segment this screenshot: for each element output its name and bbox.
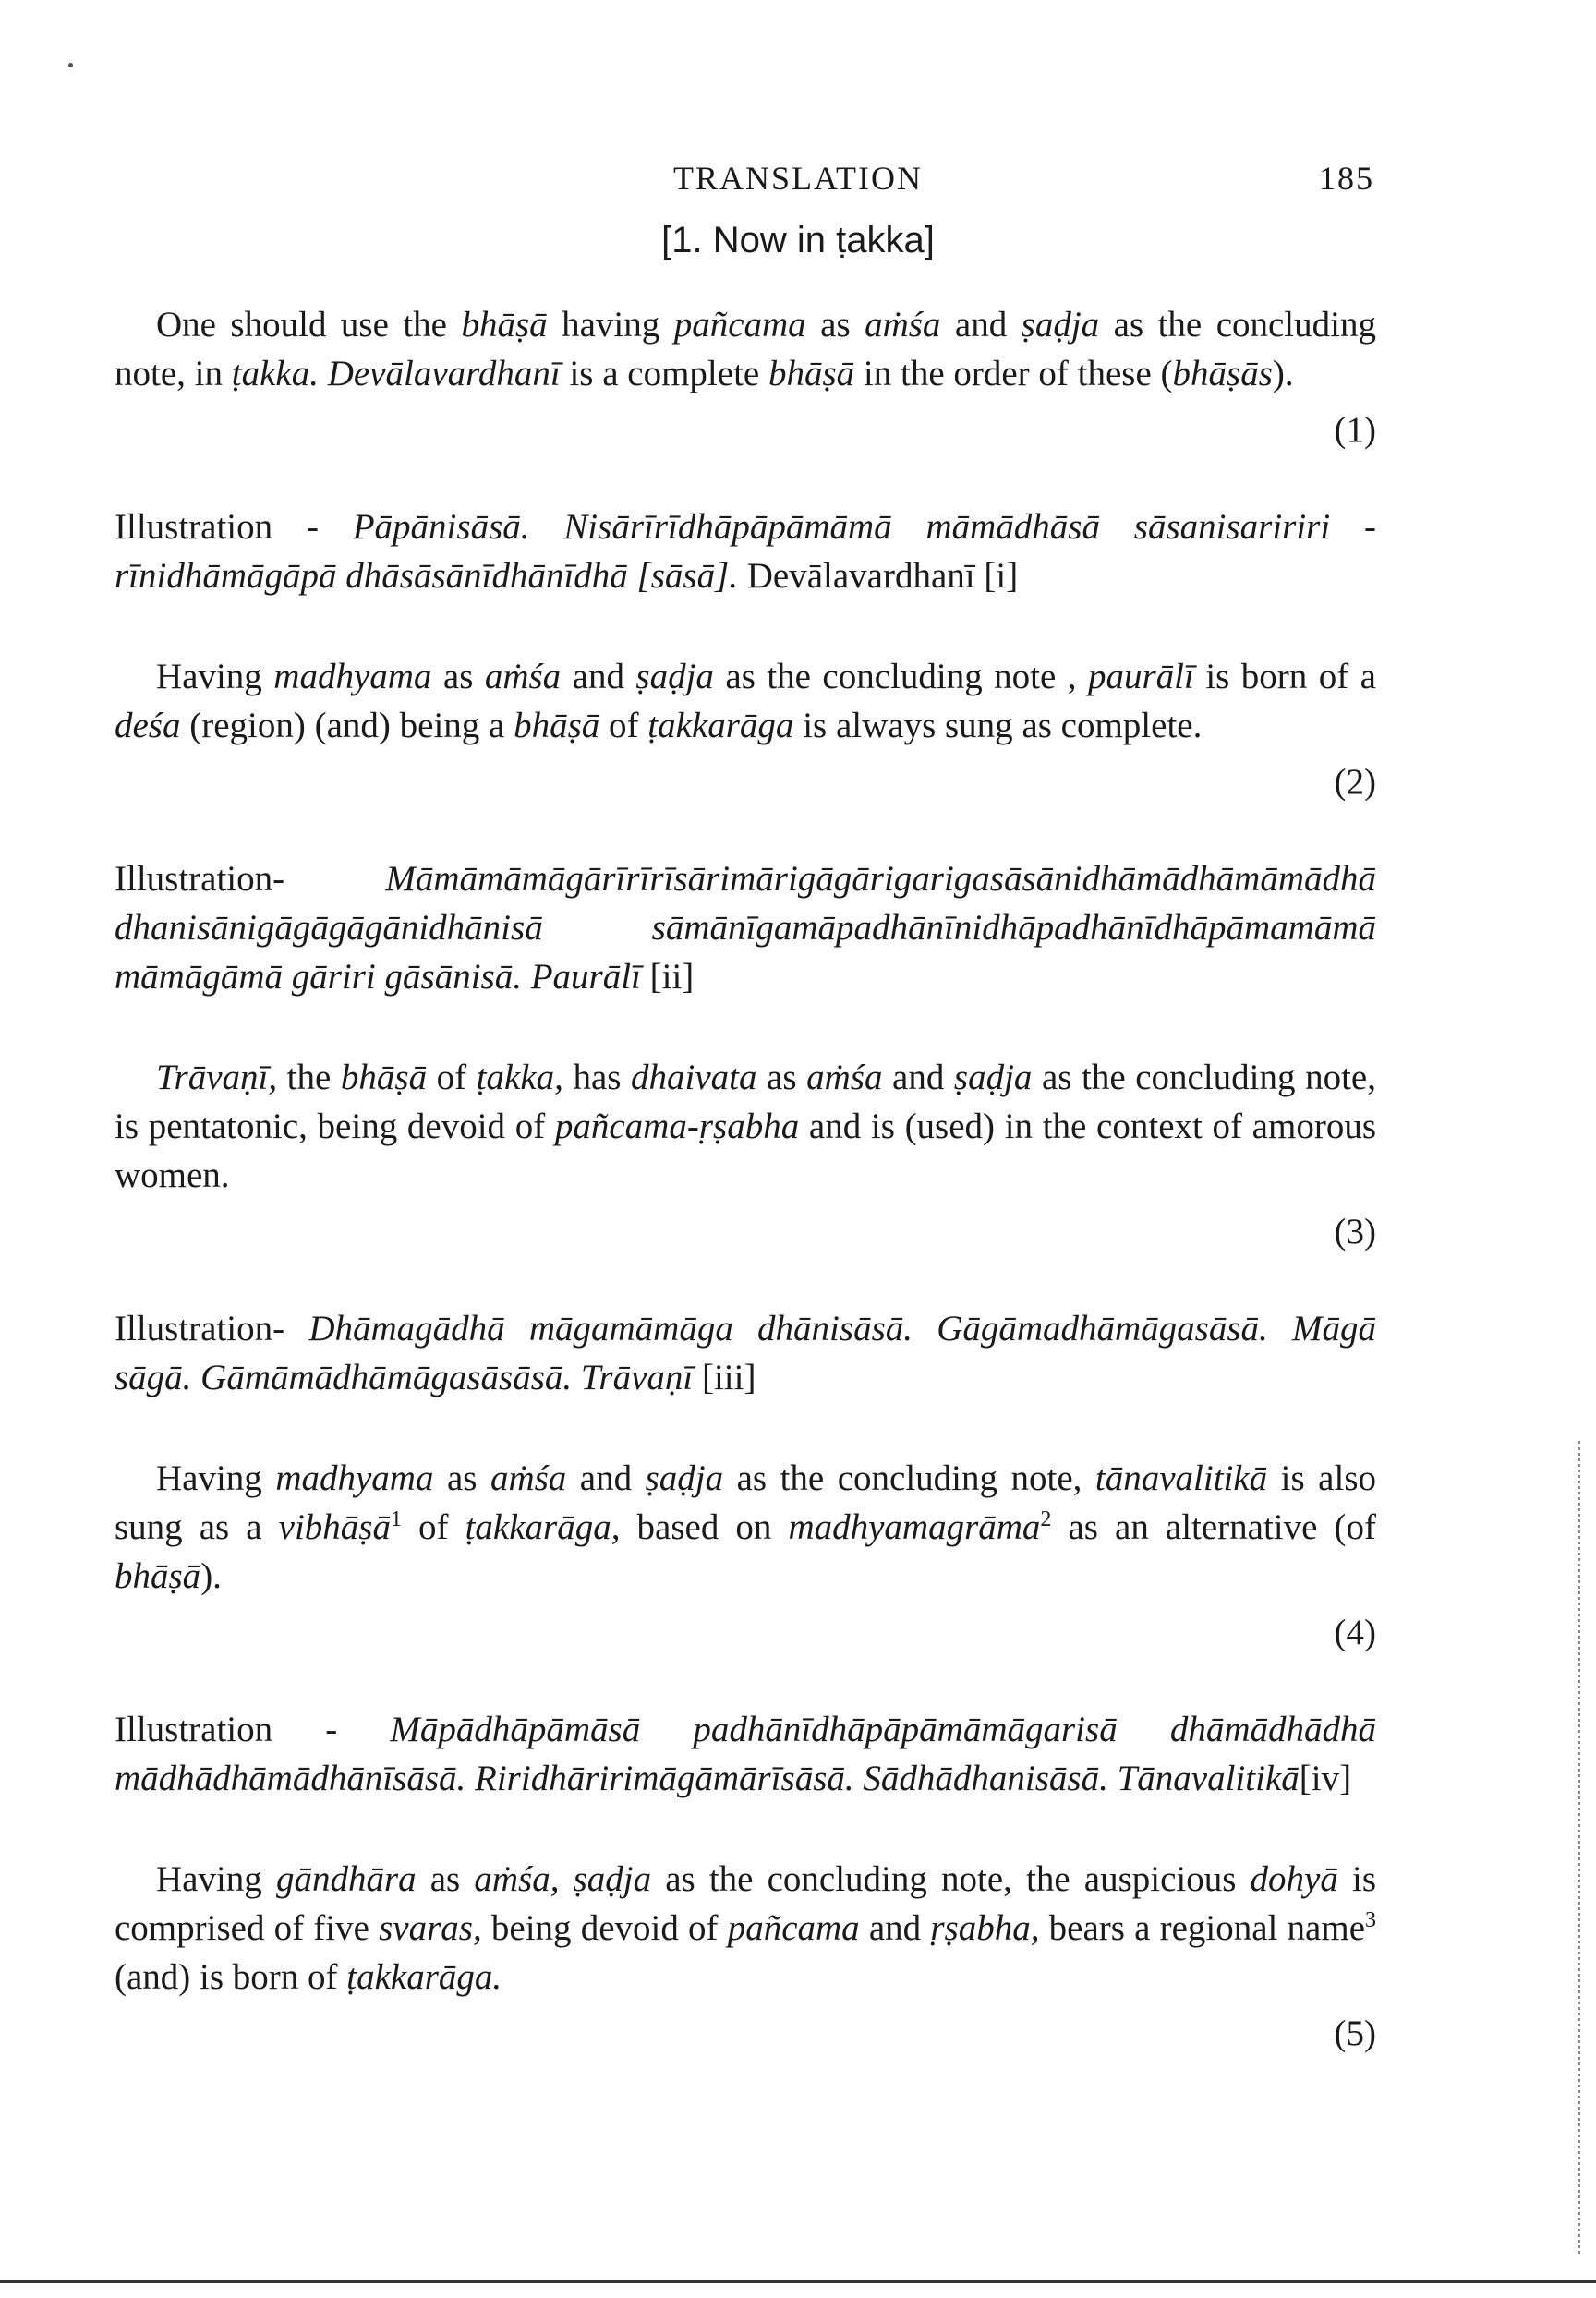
italic-term: Paurālī (530, 957, 641, 997)
text-run: Illustration- (115, 859, 386, 899)
italic-term: bhāṣā (768, 354, 855, 393)
running-title: TRANSLATION (673, 160, 923, 197)
illustration-paragraph (115, 1705, 1376, 1803)
italic-term: bhāṣās (1172, 354, 1273, 393)
italic-term: dhaivata (631, 1058, 757, 1097)
text-run: as an alternative (of (1051, 1507, 1376, 1547)
text-run: as the concluding note , (713, 657, 1088, 696)
italic-term: bhāṣā (340, 1058, 428, 1097)
text-run: being devoid of (481, 1908, 728, 1948)
section-title: [1. Now in ṭakka] (661, 220, 935, 260)
text-run: Illustration - (115, 507, 353, 547)
text-run: as the concluding note, in (115, 305, 1376, 393)
italic-term: aṁśa (490, 1458, 567, 1498)
italic-term: aṁśa, (474, 1859, 560, 1899)
illustration-paragraph (115, 502, 1376, 600)
text-run: [iii] (693, 1358, 756, 1397)
verse-paragraph (115, 652, 1376, 750)
page-body (115, 300, 1376, 2106)
text-run: ). (1272, 354, 1294, 393)
paragraph-gap (115, 1001, 1376, 1053)
running-head (0, 159, 1596, 205)
verse-paragraph (115, 300, 1376, 398)
italic-term: dohyā (1250, 1859, 1338, 1899)
verse-number: (1) (1334, 410, 1376, 450)
text-run: Illustration - (115, 1710, 391, 1749)
text-run: having (547, 305, 674, 345)
italic-term: tānavalitikā (1094, 1458, 1268, 1498)
italic-term: ṭakkarāga (647, 706, 794, 745)
text-run: (region) (and) being a (180, 706, 514, 745)
paragraph-gap (115, 1402, 1376, 1454)
text-run: of (599, 706, 648, 745)
text-run: and (561, 657, 636, 696)
text-run: in the order of these ( (854, 354, 1173, 393)
text-run: is born of a (1193, 657, 1376, 696)
italic-term: aṁśa (484, 657, 562, 696)
italic-term: ṣaḍja (635, 657, 714, 696)
italic-term: paurālī (1088, 657, 1194, 696)
text-run: (and) is born of (115, 1957, 347, 1997)
italic-term: deśa (115, 706, 181, 745)
paragraph-gap (115, 1256, 1376, 1304)
text-run: is also sung as a (115, 1458, 1377, 1547)
text-run: and (859, 1908, 931, 1948)
text-run: is a complete (560, 354, 768, 393)
italic-term: Devālavardhanī (327, 354, 561, 393)
text-run: as (805, 305, 865, 345)
italic-term: aṁśa (806, 1058, 883, 1097)
footnote-marker: 1 (390, 1507, 402, 1531)
page-number: 185 (1319, 160, 1374, 197)
italic-term: ṛṣabha, (930, 1908, 1040, 1948)
italic-term: Māpādhāpāmāsā padhānīdhāpāpāmāmāgarisā dhāmādhādhā mādhādhāmādhānīsāsā. Riridhāririmāgāmārīsāsā. Sādhādhanisāsā. Tānavalitikā (115, 1710, 1376, 1798)
illustration-paragraph (115, 1304, 1376, 1402)
verse-number: (4) (1334, 1613, 1376, 1652)
paragraph-gap (115, 600, 1376, 652)
text-run (522, 957, 531, 997)
verse-number: (2) (1334, 762, 1376, 802)
italic-term: ṭakka. (231, 354, 319, 393)
text-run: is always sung as complete. (793, 706, 1203, 745)
text-run: and (882, 1058, 954, 1097)
text-run: is comprised of five (115, 1859, 1376, 1948)
text-run: as (433, 1458, 490, 1498)
italic-term: bhāṣā (115, 1556, 201, 1596)
text-run: and is (used) in the context of amorous women. (115, 1107, 1376, 1195)
footnote-marker: 2 (1040, 1507, 1052, 1531)
text-run: One should use the (156, 305, 462, 345)
text-run: bears a regional name (1039, 1908, 1366, 1948)
text-run: as the concluding note, the auspicious (651, 1859, 1251, 1899)
text-run: based on (620, 1507, 789, 1547)
italic-term: bhāṣā (461, 305, 548, 345)
text-run: as the concluding note, (723, 1458, 1095, 1498)
paragraph-gap (115, 2058, 1376, 2106)
italic-term: ṣaḍja (953, 1058, 1033, 1097)
text-run: [ii] (640, 957, 695, 997)
text-run: [iv] (1299, 1759, 1352, 1798)
paragraph-gap (115, 1657, 1376, 1705)
italic-term: Māmāmāmāgārīrīrīsārimārigāgārigarigasāsānidhāmādhāmāmādhā dhanisānigāgāgāgānidhānisā sāmānīgamāpadhānīnidhāpadhānīdhāpāmamāmā māmāgāmā gāriri gāsānisā. (115, 859, 1376, 997)
text-run: Illustration- (115, 1309, 309, 1349)
text-run: of (401, 1507, 466, 1547)
verse-paragraph (115, 1053, 1376, 1200)
italic-term: Trāvaṇī, (156, 1058, 278, 1097)
verse-paragraph (115, 1855, 1376, 2002)
text-run: as (756, 1058, 807, 1097)
illustration-paragraph (115, 854, 1376, 1001)
verse-number: (5) (1334, 2014, 1376, 2053)
italic-term: madhyamagrāma (788, 1507, 1041, 1547)
paragraph-gap (115, 1803, 1376, 1855)
italic-term: ṭakka, (476, 1058, 563, 1097)
text-run: as (431, 657, 485, 696)
italic-term: pañcama (673, 305, 806, 345)
text-run: Having (156, 1859, 276, 1899)
text-run: as (416, 1859, 475, 1899)
italic-term: svaras, (379, 1908, 482, 1948)
bottom-rule (0, 2280, 1596, 2283)
italic-term: pañcama-ṛṣabha (554, 1107, 800, 1146)
italic-term: madhyama (273, 657, 432, 696)
text-run: Having (156, 657, 274, 696)
verse-number: (3) (1334, 1212, 1376, 1252)
text-run: as the concluding note, is pentatonic, being devoid of (115, 1058, 1376, 1146)
italic-term: pañcama (727, 1908, 860, 1948)
italic-term: ṣaḍja (645, 1458, 724, 1498)
scan-margin-artifact (1578, 1441, 1583, 2254)
text-run: of (427, 1058, 477, 1097)
text-run: Devālavardhanī [i] (738, 556, 1019, 596)
paragraph-gap (115, 806, 1376, 854)
text-run: and (566, 1458, 646, 1498)
text-run: Having (156, 1458, 276, 1498)
paragraph-gap (115, 454, 1376, 502)
text-run (559, 1859, 573, 1899)
italic-term: Dhāmagādhā māgamāmāga dhānisāsā. Gāgāmadhāmāgasāsā. Māgā sāgā. Gāmāmādhāmāgasāsāsā. Trāvaṇī (115, 1309, 1376, 1397)
footnote-marker: 3 (1365, 1908, 1377, 1932)
italic-term: ṭakkarāga. (346, 1957, 502, 1997)
italic-term: bhāṣā (514, 706, 600, 745)
scan-speck (68, 63, 73, 67)
italic-term: ṣaḍja (1021, 305, 1100, 345)
italic-term: Pāpānisāsā. Nisārīrīdhāpāpāmāmā māmādhāsā sāsanisaririri - rīnidhāmāgāpā dhāsāsānīdhānīdhā [sāsā]. (115, 507, 1376, 596)
italic-term: ṭakkarāga, (465, 1507, 621, 1547)
text-run: the (277, 1058, 341, 1097)
text-run: ). (200, 1556, 222, 1596)
italic-term: aṁśa (864, 305, 941, 345)
text-run: and (940, 305, 1022, 345)
italic-term: ṣaḍja (573, 1859, 652, 1899)
italic-term: madhyama (275, 1458, 434, 1498)
text-run: has (562, 1058, 632, 1097)
text-run (319, 354, 328, 393)
verse-paragraph (115, 1454, 1376, 1601)
italic-term: gāndhāra (275, 1859, 417, 1899)
italic-term: vibhāṣā (278, 1507, 391, 1547)
